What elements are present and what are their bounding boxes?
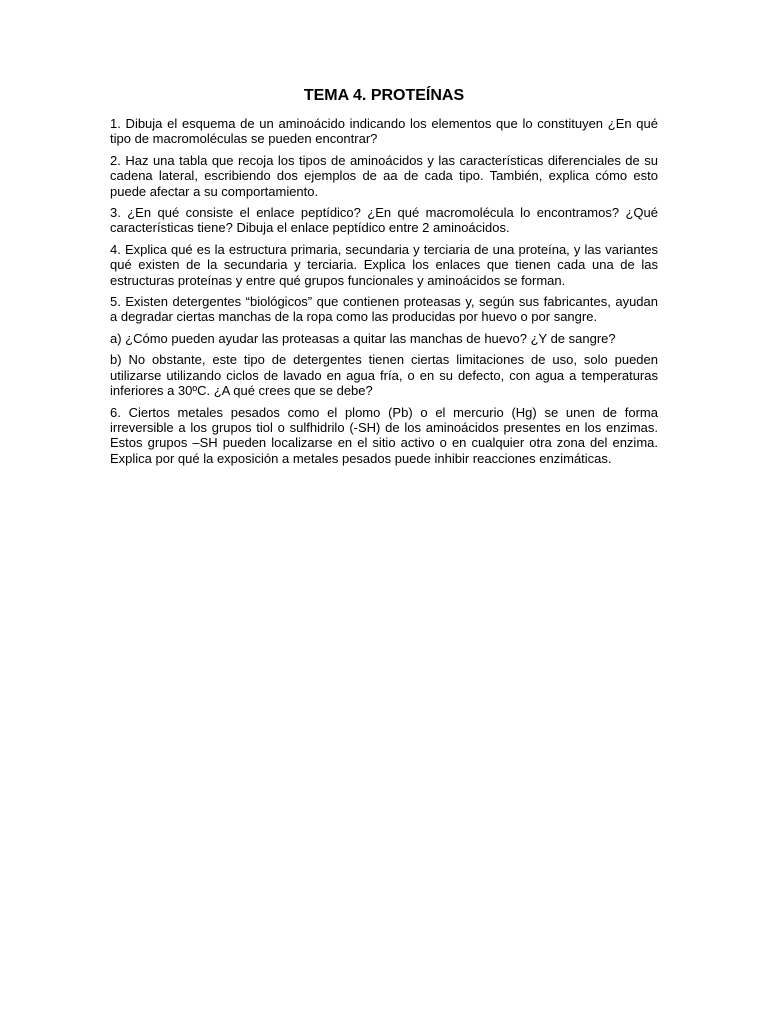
question-4: 4. Explica qué es la estructura primaria, secundaria y terciaria de una proteína, y las variantes qué existen de la secundaria y terciaria. Explica los enlaces que tienen cada una de las estructuras proteínas y entre qué grupos funcionales y aminoácidos se forman. xyxy=(110,241,658,288)
question-5: 5. Existen detergentes “biológicos” que contienen proteasas y, según sus fabricantes, ayudan a degradar ciertas manchas de la ropa como las producidas por huevo o por sangre. xyxy=(110,294,658,325)
question-2: 2. Haz una tabla que recoja los tipos de aminoácidos y las características diferenciales de su cadena lateral, escribiendo dos ejemplos de aa de cada tipo. También, explica cómo esto puede afectar a su comportamiento. xyxy=(110,152,658,199)
question-3: 3. ¿En qué consiste el enlace peptídico? ¿En qué macromolécula lo encontramos? ¿Qué características tiene? Dibuja el enlace peptídico entre 2 aminoácidos. xyxy=(110,205,658,236)
document-page xyxy=(110,86,658,472)
page-title: TEMA 4. PROTEÍNAS xyxy=(303,87,465,104)
question-6: 6. Ciertos metales pesados como el plomo (Pb) o el mercurio (Hg) se unen de forma irreversible a los grupos tiol o sulfhidrilo (-SH) de los aminoácidos presentes en los enzimas. Estos grupos –SH pueden localizarse en el sitio activo o en cualquier otra zona del enzima. Explica por qué la exposición a metales pesados puede inhibir reacciones enzimáticas. xyxy=(110,404,658,466)
question-5a: a) ¿Cómo pueden ayudar las proteasas a quitar las manchas de huevo? ¿Y de sangre? xyxy=(110,330,616,346)
question-5b: b) No obstante, este tipo de detergentes tienen ciertas limitaciones de uso, solo pueden utilizarse utilizando ciclos de lavado en agua fría, o en su defecto, con agua a temperaturas inferiores a 30ºC. ¿A qué crees que se debe? xyxy=(110,352,658,399)
question-1: 1. Dibuja el esquema de un aminoácido indicando los elementos que lo constituyen ¿En qué tipo de macromoléculas se pueden encontrar? xyxy=(110,116,658,147)
